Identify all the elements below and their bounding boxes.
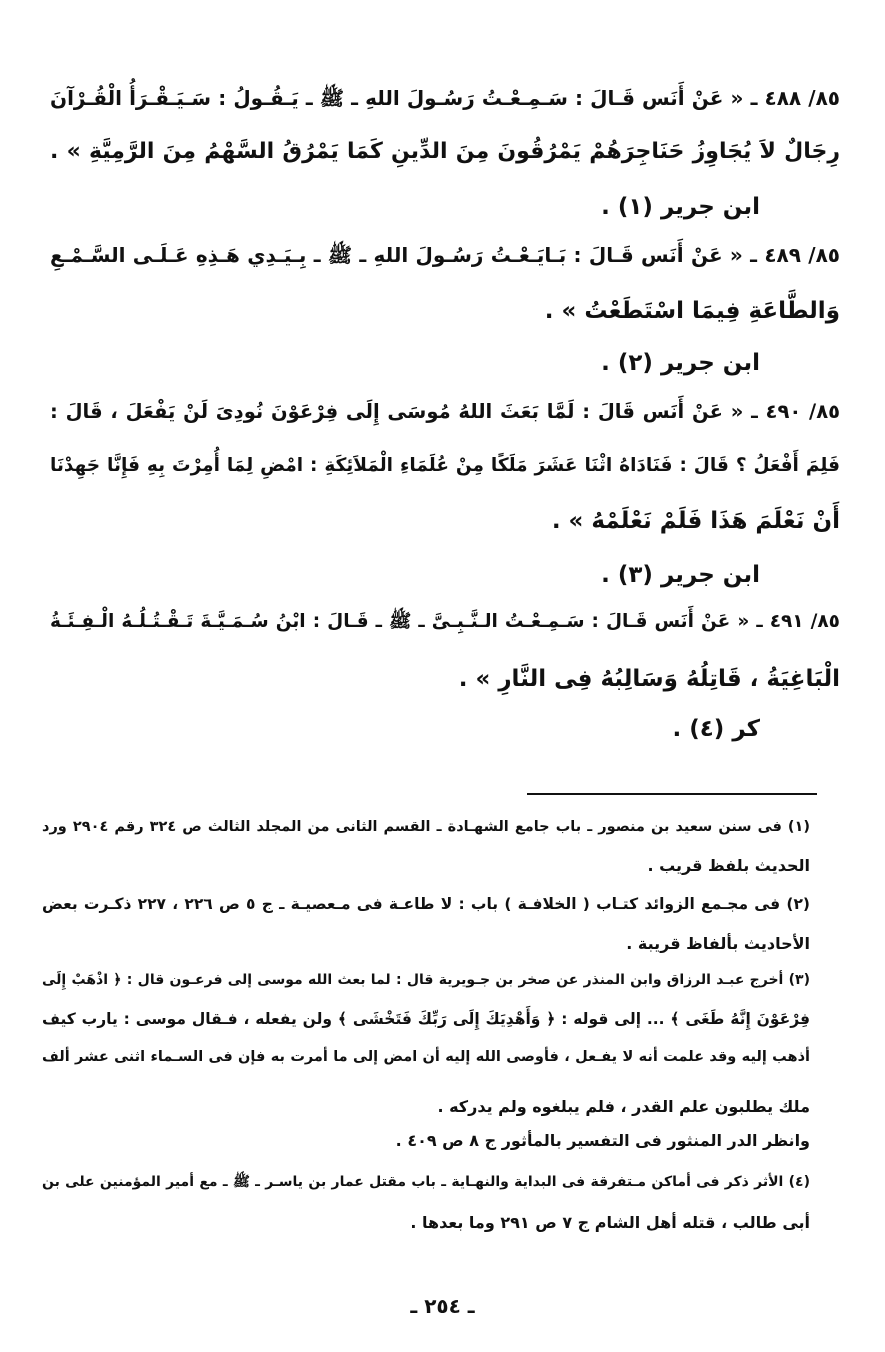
- hadith-491-line-1: ٨٥/ ٤٩١ ـ « عَنْ أَنَس قَـالَ : سَـمِـعْـتُ الـنَّـبِـىَّ ـ ﷺ ـ قَـالَ : ابْنُ سُـمَـيَّـةَ تَـقْـتُـلُـهُ الْـفِـئَـةُ: [50, 611, 840, 632]
- hadith-490-line-2: فَلِمَ أَفْعَلُ ؟ قَالَ : فَنَادَاهُ اثْنَا عَشَرَ مَلَكًا مِنْ عُلَمَاءِ الْمَلاَئِكَةِ : امْضِ لِمَا أُمِرْتَ بِهِ فَإِنَّا جَهِدْنَا: [50, 455, 840, 476]
- hadith-490-source: ابن جرير (٣) .: [601, 562, 760, 588]
- hadith-488-line-2: رِجَالٌ لاَ يُجَاوِزُ حَنَاجِرَهُمْ يَمْرُقُونَ مِنَ الدِّينِ كَمَا يَمْرُقُ السَّهْمُ مِنَ الرَّمِيَّةِ » .: [50, 139, 840, 164]
- hadith-489-line-2: وَالطَّاعَةِ فِيمَا اسْتَطَعْتُ » .: [544, 298, 840, 324]
- hadith-488-source: ابن جرير (١) .: [601, 194, 760, 220]
- hadith-489-line-1: ٨٥/ ٤٨٩ ـ « عَنْ أَنَس قَـالَ : بَـايَـعْـتُ رَسُـولَ اللهِ ـ ﷺ ـ بِـيَـدِي هَـذِهِ عَـلَـى السَّـمْـعِ: [50, 243, 840, 267]
- footnote-3-line-2: فِرْعَوْنَ إِنَّهُ طَغَى ﴾ ... إلى قوله : ﴿ وَأَهْدِيَكَ إِلَى رَبِّكَ فَتَخْشَى ﴾ ولن يفعله ، فـقال موسى : يارب كيف: [42, 1010, 810, 1028]
- footnote-3-line-3: أذهب إليه وقد علمت أنه لا يفـعل ، فأوصى الله إليه أن امض إلى ما أمرت به فإن فى السـماء اثنى عشر ألف: [42, 1049, 810, 1065]
- page-number: ـ ٢٥٤ ـ: [410, 1294, 475, 1318]
- hadith-488-line-1: ٨٥/ ٤٨٨ ـ « عَنْ أَنَس قَـالَ : سَـمِـعْـتُ رَسُـولَ اللهِ ـ ﷺ ـ يَـقُـولُ : سَـيَـقْـرَأُ الْقُـرْآنَ: [50, 86, 840, 110]
- footnote-2-line-2: الأحاديث بألفاظ قريبة .: [626, 934, 810, 953]
- footnote-3-line-4: ملك يطلبون علم القدر ، فلم يبلغوه ولم يدركه .: [437, 1097, 810, 1116]
- hadith-490-line-3: أَنْ نَعْلَمَ هَذَا فَلَمْ نَعْلَمْهُ » .: [551, 508, 840, 534]
- footnote-3-line-5: وانظر الدر المنثور فى التفسير بالمأثور ج ٨ ص ٤٠٩ .: [395, 1131, 810, 1150]
- hadith-491-source: كر (٤) .: [672, 716, 760, 742]
- footnote-separator: [527, 793, 817, 795]
- hadith-489-source: ابن جرير (٢) .: [601, 350, 760, 376]
- hadith-491-line-2: الْبَاغِيَةُ ، قَاتِلُهُ وَسَالِبُهُ فِى النَّارِ » .: [458, 666, 840, 692]
- footnote-3-line-1: (٣) أخرج عبـد الرزاق وابن المنذر عن صخر بن جـويرية قال : لما بعث الله موسى إلى فرعـون قال : ﴿ اذْهَبْ إِلَى: [42, 972, 810, 988]
- footnote-1-line-2: الحديث بلفظ قريب .: [647, 856, 810, 875]
- footnote-2-line-1: (٢) فى مجـمع الزوائد كتـاب ( الخلافـة ) باب : لا طاعـة فى مـعصيـة ـ ج ٥ ص ٢٢٦ ، ٢٢٧ ذكـرت بعض: [42, 895, 810, 913]
- footnote-4-line-1: (٤) الأثر ذكر فى أماكن مـتفرقة فى البداية والنهـاية ـ باب مقتل عمار بن ياسـر ـ ﷺ ـ مع أمير المؤمنين على بن: [42, 1174, 810, 1190]
- hadith-490-line-1: ٨٥/ ٤٩٠ ـ « عَنْ أَنَس قَالَ : لَمَّا بَعَثَ اللهُ مُوسَى إِلَى فِرْعَوْنَ نُودِىَ لَنْ يَفْعَلَ ، قَالَ :: [50, 400, 840, 423]
- footnote-4-line-2: أبى طالب ، قتله أهل الشام ج ٧ ص ٢٩١ وما بعدها .: [410, 1213, 810, 1232]
- footnote-1-line-1: (١) فى سنن سعيد بن منصور ـ باب جامع الشهـادة ـ القسم الثانى من المجلد الثالث ص ٣٢٤ رقم ٢٩٠٤ ورد: [42, 819, 811, 835]
